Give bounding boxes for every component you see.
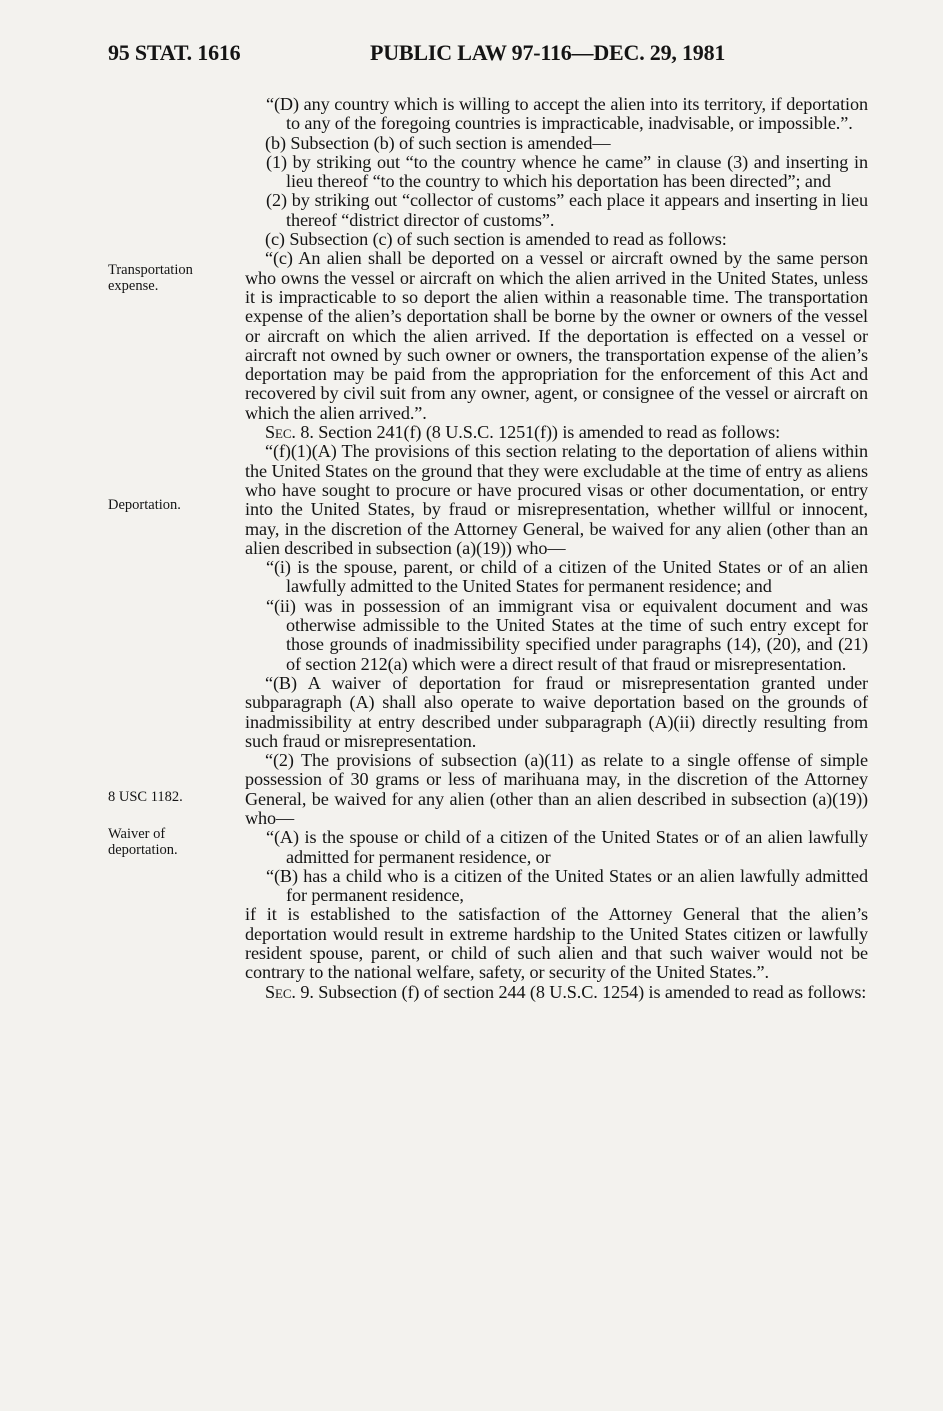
paragraph-f2-continuation: if it is established to the satisfaction of the Attorney General that the alien’s deportation would result in extreme hardship to the United States citizen or lawfully resident spouse, parent, or child of such alien and that such waiver would not be contrary to the national welfare, safety, or security of the United States.”. [245,904,868,983]
paragraph-f1b: “(B) A waiver of deportation for fraud or misrepresentation granted under subparagraph (A) shall also operate to waive deportation based on the grounds of inadmissibility at entry described under subparagraph (A)(ii) directly resulting from such fraud or misrepresentation. [245,672,868,751]
paragraph-f1a: “(f)(1)(A) The provisions of this section relating to the deportation of aliens within the United States on the ground that they were excludable at the time of entry as aliens who have sought to procure or have procured visas or other documentation, or entry into the United States, by fraud or misrepresentation, whether willful or innocent, may, in the discretion of the Attorney General, be waived for any alien (other than an alien described in subsection (a)(19)) who— [245,441,868,558]
subsection-b-item-1: (1) by striking out “to the country whence he came” in clause (3) and inserting in lieu thereof “to the country to which his deportation has been directed”; and [266,151,868,192]
section-9-label: Sec. 9. [265,981,314,1002]
section-9-heading: Sec. 9. Subsection (f) of section 244 (8 U.S.C. 1254) is amended to read as follows: [265,981,867,1002]
margin-note-transportation-expense: Transportation expense. [108,262,193,294]
page-stat-citation: 95 STAT. 1616 [108,40,241,65]
clause-i: “(i) is the spouse, parent, or child of a citizen of the United States or of an alien lawfully admitted to the United States for permanent residence; and [266,557,868,597]
clause-a: “(A) is the spouse or child of a citizen of the United States or of an alien lawfully admitted for permanent residence, or [266,827,868,867]
margin-note-waiver-of-deportation: Waiver of deportation. [108,826,178,858]
subsection-b-item-2: (2) by striking out “collector of customs” each place it appears and inserting in lieu thereof “district director of customs”. [266,190,868,230]
section-8-heading: Sec. 8. Section 241(f) (8 U.S.C. 1251(f)) is amended to read as follows: [265,422,781,443]
clause-b: “(B) has a child who is a citizen of the United States or an alien lawfully admitted for permanent residence, [266,865,868,906]
subsection-c-text: “(c) An alien shall be deported on a vessel or aircraft owned by the same person who owns the vessel or aircraft on which the alien arrived in the United States, unless it is impracticable to so deport the alien within a reasonable time. The transportation expense of the alien’s deportation shall be borne by the owner or owners of the vessel or aircraft on which the alien arrived. If the deportation is effected on a vessel or aircraft not owned by such owner or owners, the transportation expense of the alien’s deportation may be paid from the appropriation for the enforcement of this Act and recovered by civil suit from any owner, agent, or consignee of the vessel or aircraft on which the alien arrived.”. [245,248,868,423]
statute-text [245,95,868,1002]
margin-note-deportation: Deportation. [108,497,181,513]
subsection-c-amendment: (c) Subsection (c) of such section is amended to read as follows: [265,229,727,250]
subsection-b-amendment: (b) Subsection (b) of such section is amended— [265,132,611,153]
clause-d: “(D) any country which is willing to accept the alien into its territory, if deportation to any of the foregoing countries is impracticable, inadvisable, or impossible.”. [266,94,868,134]
clause-ii: “(ii) was in possession of an immigrant visa or equivalent document and was otherwise admissible to the United States at the time of such entry except for those grounds of inadmissibility specified under paragraphs (14), (20), and (21) of section 212(a) which were a direct result of that fraud or misrepresentation. [266,595,868,674]
section-8-label: Sec. 8. [265,422,314,443]
page-running-title: PUBLIC LAW 97-116—DEC. 29, 1981 [370,40,726,65]
margin-note-usc-citation: 8 USC 1182. [108,789,183,805]
paragraph-f2: “(2) The provisions of subsection (a)(11) as relate to a single offense of simple possession of 30 grams or less of marihuana may, in the discretion of the Attorney General, be waived for any alien (other than an alien described in subsection (a)(19)) who— [245,750,868,828]
